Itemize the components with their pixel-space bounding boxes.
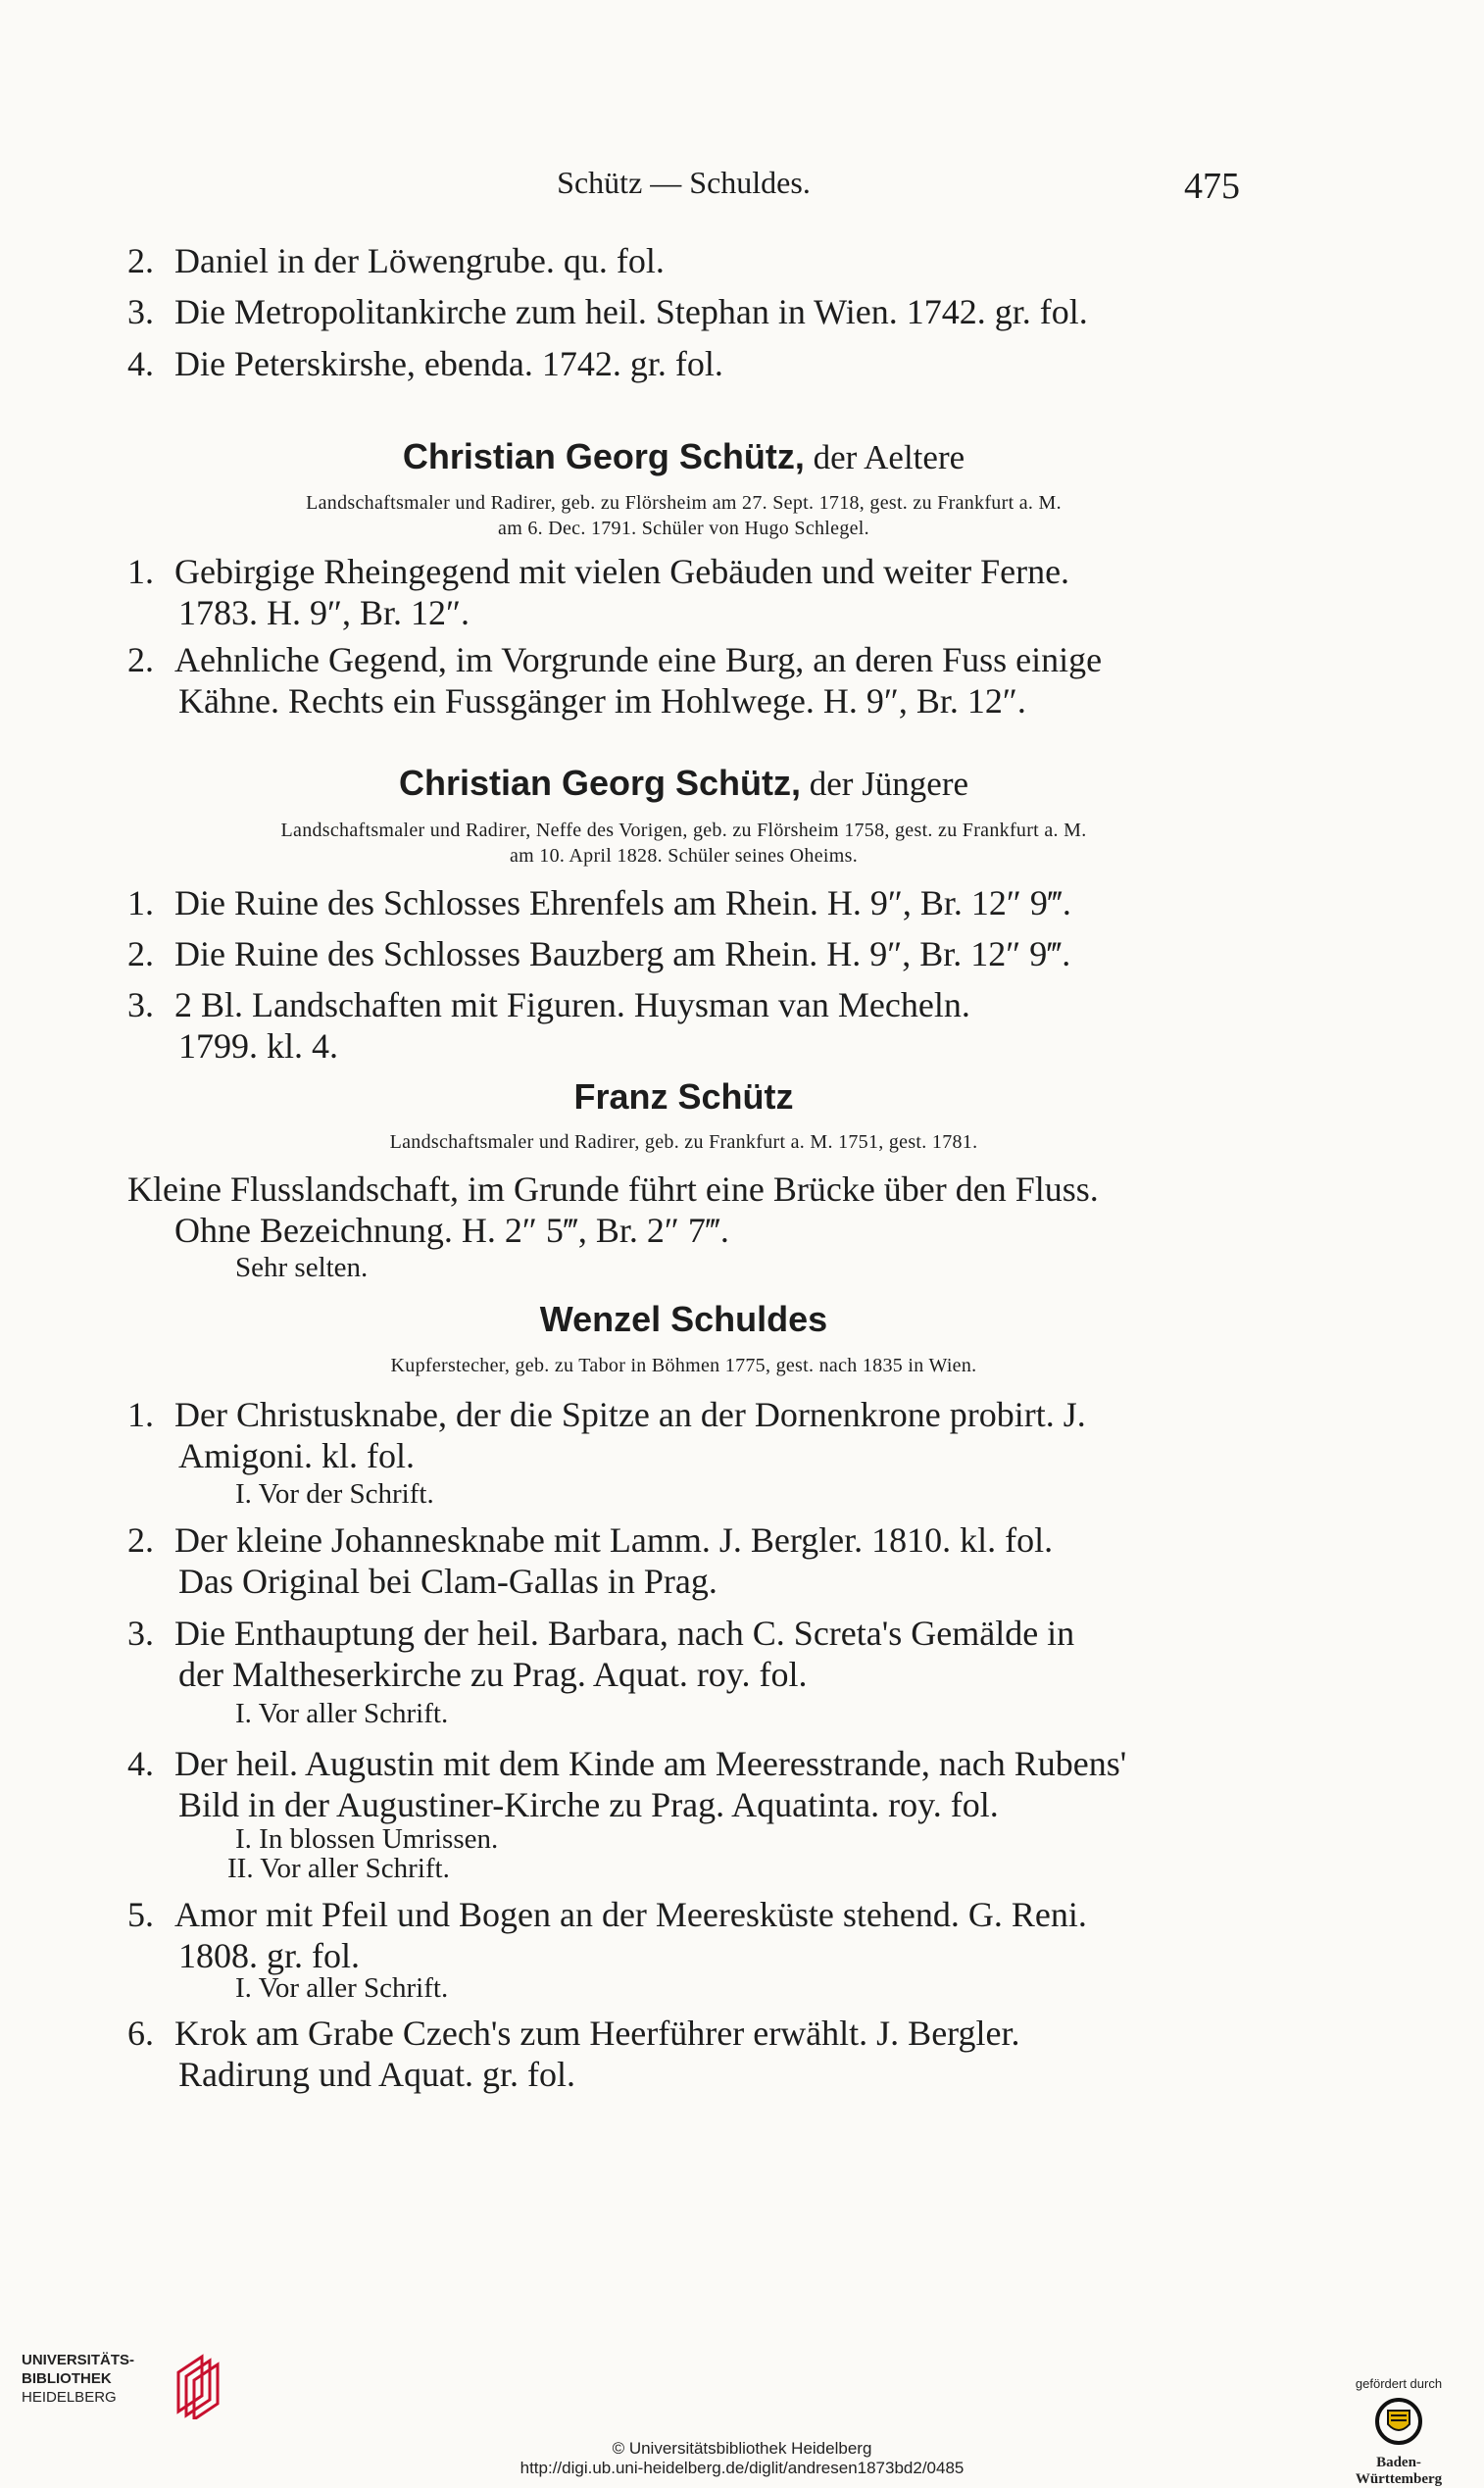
logo-line: HEIDELBERG xyxy=(22,2389,117,2406)
library-logo xyxy=(22,2351,218,2431)
state-note: I. In blossen Umrissen. xyxy=(235,1823,499,1855)
item-text: Der heil. Augustin mit dem Kinde am Meeresstrande, nach Rubens' xyxy=(174,1744,1127,1783)
logo-line: BIBLIOTHEK xyxy=(22,2370,112,2387)
item-text-cont: Ohne Bezeichnung. H. 2″ 5‴, Br. 2″ 7‴. xyxy=(174,1211,729,1250)
item-number: 2. xyxy=(127,640,154,679)
item-number: 1. xyxy=(127,552,154,591)
item-number: 4. xyxy=(127,1744,154,1783)
item-number: 6. xyxy=(127,2014,154,2053)
item-text: Der Christusknabe, der die Spitze an der Dornenkrone probirt. J. xyxy=(174,1395,1086,1434)
artist-suffix: der Jüngere xyxy=(801,765,969,803)
item-text: Die Peterskirshe, ebenda. 1742. gr. fol. xyxy=(174,344,723,383)
item-number: 2. xyxy=(127,1520,154,1560)
list-item xyxy=(127,1613,1240,1695)
coat-of-arms-icon xyxy=(1374,2397,1423,2446)
permalink[interactable]: http://digi.ub.uni-heidelberg.de/diglit/andresen1873bd2/0485 xyxy=(519,2459,965,2477)
item-text-cont: 1808. gr. fol. xyxy=(178,1936,360,1975)
item-text-cont: Das Original bei Clam-Gallas in Prag. xyxy=(178,1562,717,1601)
state-note: I. Vor aller Schrift. xyxy=(235,1698,449,1729)
item-text: Der kleine Johannesknabe mit Lamm. J. Bergler. 1810. kl. fol. xyxy=(174,1520,1054,1560)
item-number: 3. xyxy=(127,985,154,1024)
item-text-cont: 1799. kl. 4. xyxy=(178,1026,339,1066)
list-item xyxy=(127,1894,1240,1976)
bio-line: Landschaftsmaler und Radirer, Neffe des Vorigen, geb. zu Flörsheim 1758, gest. zu Frankfurt a. M. xyxy=(280,820,1087,841)
item-text: Die Metropolitankirche zum heil. Stephan in Wien. 1742. gr. fol. xyxy=(174,292,1088,331)
bio-line: Landschaftsmaler und Radirer, geb. zu Flörsheim am 27. Sept. 1718, gest. zu Frankfurt a. M. xyxy=(306,492,1062,514)
artist-suffix: der Aeltere xyxy=(804,438,965,476)
artist-name: Christian Georg Schütz, xyxy=(402,436,805,476)
item-text: Aehnliche Gegend, im Vorgrunde eine Burg, an deren Fuss einige xyxy=(174,640,1103,679)
artist-name: Franz Schütz xyxy=(573,1076,794,1117)
item-text-cont: Bild in der Augustiner-Kirche zu Prag. Aquatinta. roy. fol. xyxy=(178,1785,999,1824)
artist-bio xyxy=(127,490,1240,541)
list-item xyxy=(127,2013,1240,2095)
item-text-cont: der Maltheserkirche zu Prag. Aquat. roy. fol. xyxy=(178,1655,808,1694)
item-number: 2. xyxy=(127,241,154,280)
item-text: 2 Bl. Landschaften mit Figuren. Huysman van Mecheln. xyxy=(174,985,970,1024)
item-text: Kleine Flusslandschaft, im Grunde führt eine Brücke über den Fluss. xyxy=(127,1169,1099,1209)
running-head-title: Schütz — Schuldes. xyxy=(557,165,811,200)
library-logo-icon xyxy=(169,2351,227,2419)
item-text: Die Ruine des Schlosses Ehrenfels am Rhein. H. 9″, Br. 12″ 9‴. xyxy=(174,883,1071,922)
artist-bio xyxy=(127,818,1240,869)
funder-name: Baden-Württemberg xyxy=(1355,2455,1443,2487)
item-number: 5. xyxy=(127,1895,154,1934)
item-text-cont: Radirung und Aquat. gr. fol. xyxy=(178,2055,575,2094)
artist-heading xyxy=(127,1076,1240,1118)
list-item xyxy=(127,551,1240,633)
item-number: 3. xyxy=(127,1614,154,1653)
logo-text xyxy=(22,2351,134,2407)
bio-line: am 6. Dec. 1791. Schüler von Hugo Schlegel. xyxy=(498,518,869,539)
artist-heading xyxy=(127,436,1240,477)
item-text: Gebirgige Rheingegend mit vielen Gebäuden und weiter Ferne. xyxy=(174,552,1070,591)
item-text-cont: Amigoni. kl. fol. xyxy=(178,1436,415,1475)
item-text: Amor mit Pfeil und Bogen an der Meeresküste stehend. G. Reni. xyxy=(174,1895,1087,1934)
item-number: 4. xyxy=(127,344,154,383)
artist-name: Christian Georg Schütz, xyxy=(398,763,801,803)
list-item xyxy=(127,1519,1240,1602)
state-note: Sehr selten. xyxy=(235,1252,369,1283)
list-item xyxy=(127,984,1240,1067)
page-number: 475 xyxy=(1184,166,1240,207)
artist-heading xyxy=(127,1299,1240,1340)
list-item xyxy=(127,1394,1240,1476)
list-item xyxy=(127,343,1240,384)
item-text-cont: Kähne. Rechts ein Fussgänger im Hohlwege. H. 9″, Br. 12″. xyxy=(178,681,1026,721)
bio-line: Kupferstecher, geb. zu Tabor in Böhmen 1775, gest. nach 1835 in Wien. xyxy=(390,1355,977,1376)
state-note: I. Vor aller Schrift. xyxy=(235,1972,449,2004)
logo-line: UNIVERSITÄTS- xyxy=(22,2352,135,2368)
list-item xyxy=(127,240,1240,281)
item-number: 2. xyxy=(127,934,154,973)
funder-label: gefördert durch xyxy=(1355,2376,1443,2391)
item-number: 1. xyxy=(127,883,154,922)
item-text: Daniel in der Löwengrube. qu. fol. xyxy=(174,241,665,280)
item-text: Die Ruine des Schlosses Bauzberg am Rhein. H. 9″, Br. 12″ 9‴. xyxy=(174,934,1071,973)
list-item xyxy=(127,1169,1240,1251)
state-note: II. Vor aller Schrift. xyxy=(227,1853,450,1884)
artist-heading xyxy=(127,763,1240,804)
list-item xyxy=(127,882,1240,923)
state-note: I. Vor der Schrift. xyxy=(235,1478,434,1510)
item-number: 1. xyxy=(127,1395,154,1434)
list-item xyxy=(127,639,1240,722)
item-text: Die Enthauptung der heil. Barbara, nach C. Screta's Gemälde in xyxy=(174,1614,1075,1653)
running-head xyxy=(127,165,1240,214)
bio-line: Landschaftsmaler und Radirer, geb. zu Frankfurt a. M. 1751, gest. 1781. xyxy=(389,1131,978,1153)
bio-line: am 10. April 1828. Schüler seines Oheims. xyxy=(509,845,859,867)
artist-bio xyxy=(127,1129,1240,1155)
item-number: 3. xyxy=(127,292,154,331)
list-item xyxy=(127,1743,1240,1825)
item-text: Krok am Grabe Czech's zum Heerführer erwählt. J. Bergler. xyxy=(174,2014,1020,2053)
list-item xyxy=(127,291,1240,332)
funder-logo xyxy=(1335,2376,1462,2488)
artist-bio xyxy=(127,1353,1240,1378)
copyright-notice: © Universitätsbibliothek Heidelberg xyxy=(612,2439,872,2458)
artist-name: Wenzel Schuldes xyxy=(539,1299,828,1339)
item-text-cont: 1783. H. 9″, Br. 12″. xyxy=(178,593,470,632)
list-item xyxy=(127,933,1240,974)
